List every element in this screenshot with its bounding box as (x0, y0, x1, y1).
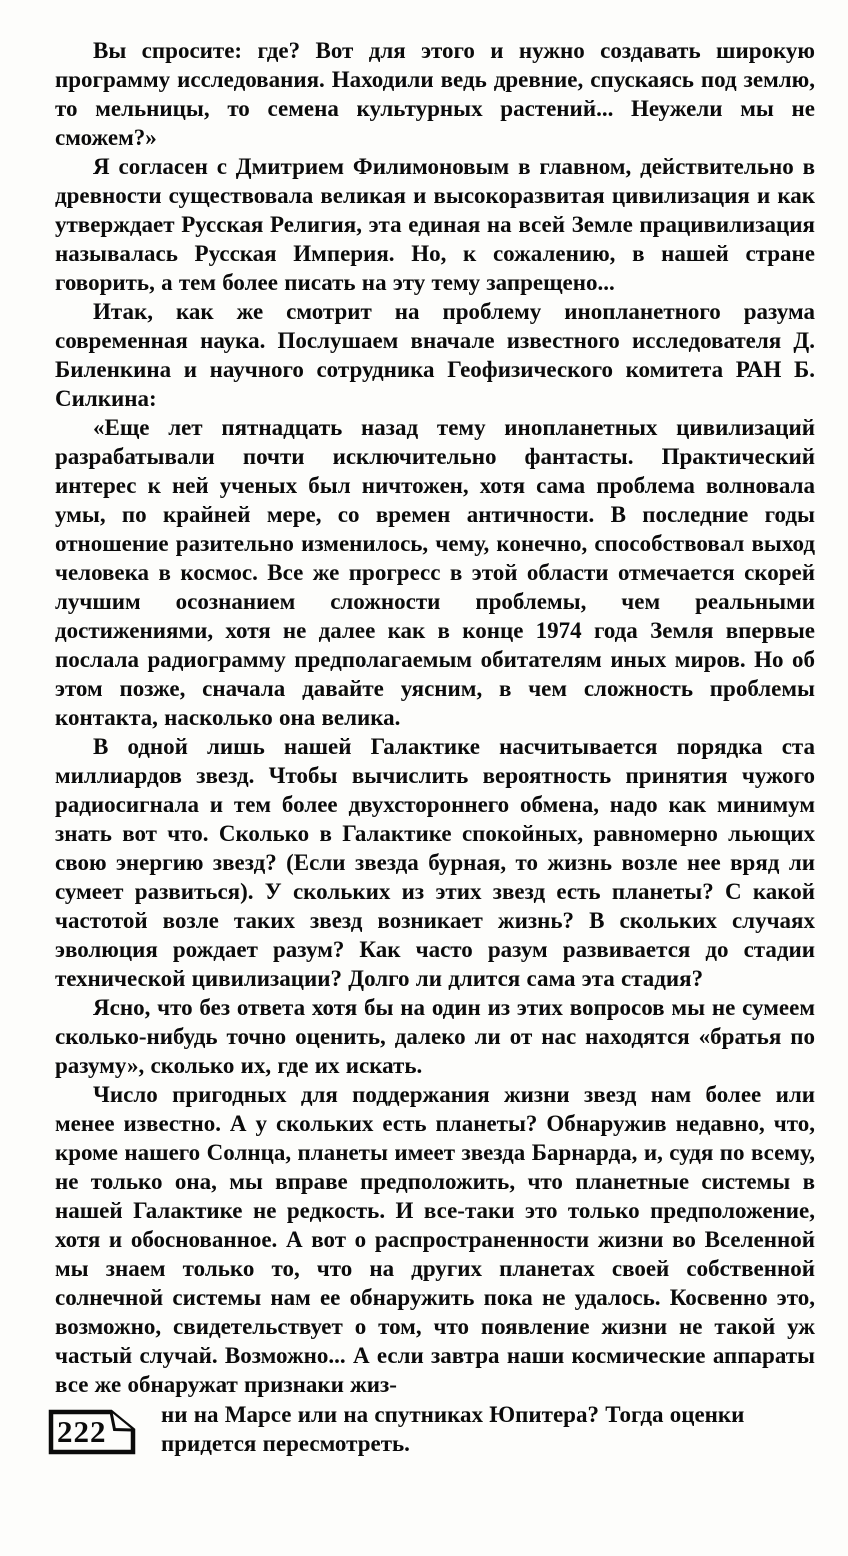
paragraph-6: Ясно, что без ответа хотя бы на один из этих вопросов мы не сумеем сколько-нибудь точно оценить, далеко ли от нас находятся «братья по разуму», сколько их, где их искать. (55, 995, 815, 1078)
page-number: 222 (57, 1414, 107, 1449)
page-number-badge (48, 1409, 136, 1455)
paragraph-4: «Еще лет пятнадцать назад тему инопланетных цивилизаций разрабатывали почти исключительно фантасты. Практический интерес к ней ученых был ничтожен, хотя сама проблема волновала умы, по крайней мере, со времен античности. В последние годы отношение разительно изменилось, чему, конечно, способствовал выход человека в космос. Все же прогресс в этой области отмечается скорей лучшим осознанием сложности проблемы, чем реальными достижениями, хотя не далее как в конце 1974 года Земля впервые послала радиограмму предполагаемым обитателям иных миров. Но об этом позже, сначала давайте уясним, в чем сложность проблемы контакта, насколько она велика. (55, 415, 815, 730)
paragraph-3: Итак, как же смотрит на проблему инопланетного разума современная наука. Послушаем вначале известного исследователя Д. Биленкина и научного сотрудника Геофизического комитета РАН Б. Силкина: (55, 299, 815, 411)
page-text-block (55, 36, 815, 1399)
page-footer (55, 1400, 815, 1458)
paragraph-2: Я согласен с Дмитрием Филимоновым в главном, действительно в древности существовала великая и высокоразвитая цивилизация и как утверждает Русская Религия, эта единая на всей Земле працивилизация называлась Русская Империя. Но, к сожалению, в нашей стране говорить, а тем более писать на эту тему запрещено... (55, 154, 815, 295)
paragraph-1: Вы спросите: где? Вот для этого и нужно создавать широкую программу исследования. Находили ведь древние, спускаясь под землю, то мельницы, то семена культурных растений... Неужели мы не сможем?» (55, 38, 815, 150)
paragraph-7: Число пригодных для поддержания жизни звезд нам более или менее известно. А у скольких есть планеты? Обнаружив недавно, что, кроме нашего Солнца, планеты имеет звезда Барнарда, и, судя по всему, не только она, мы вправе предположить, что планетные системы в нашей Галактике не редкость. И все-таки это только предположение, хотя и обоснованное. А вот о распространенности жизни во Вселенной мы знаем только то, что на других планетах своей собственной солнечной системы нам ее обнаружить пока не удалось. Косвенно это, возможно, свидетельствует о том, что появление жизни не такой уж частый случай. Возможно... А если завтра наши космические аппараты все же обнаружат признаки жиз- (55, 1082, 815, 1397)
footer-continuation-text: ни на Марсе или на спутниках Юпитера? Тогда оценки придется пересмотреть. (161, 1402, 745, 1456)
paragraph-5: В одной лишь нашей Галактике насчитывается порядка ста миллиардов звезд. Чтобы вычислить вероятность принятия чужого радиосигнала и тем более двухстороннего обмена, надо как минимум знать вот что. Сколько в Галактике спокойных, равномерно льющих свою энергию звезд? (Если звезда бурная, то жизнь возле нее вряд ли сумеет развиться). У скольких из этих звезд есть планеты? С какой частотой возле таких звезд возникает жизнь? В скольких случаях эволюция рождает разум? Как часто разум развивается до стадии технической цивилизации? Долго ли длится сама эта стадия? (55, 734, 815, 991)
